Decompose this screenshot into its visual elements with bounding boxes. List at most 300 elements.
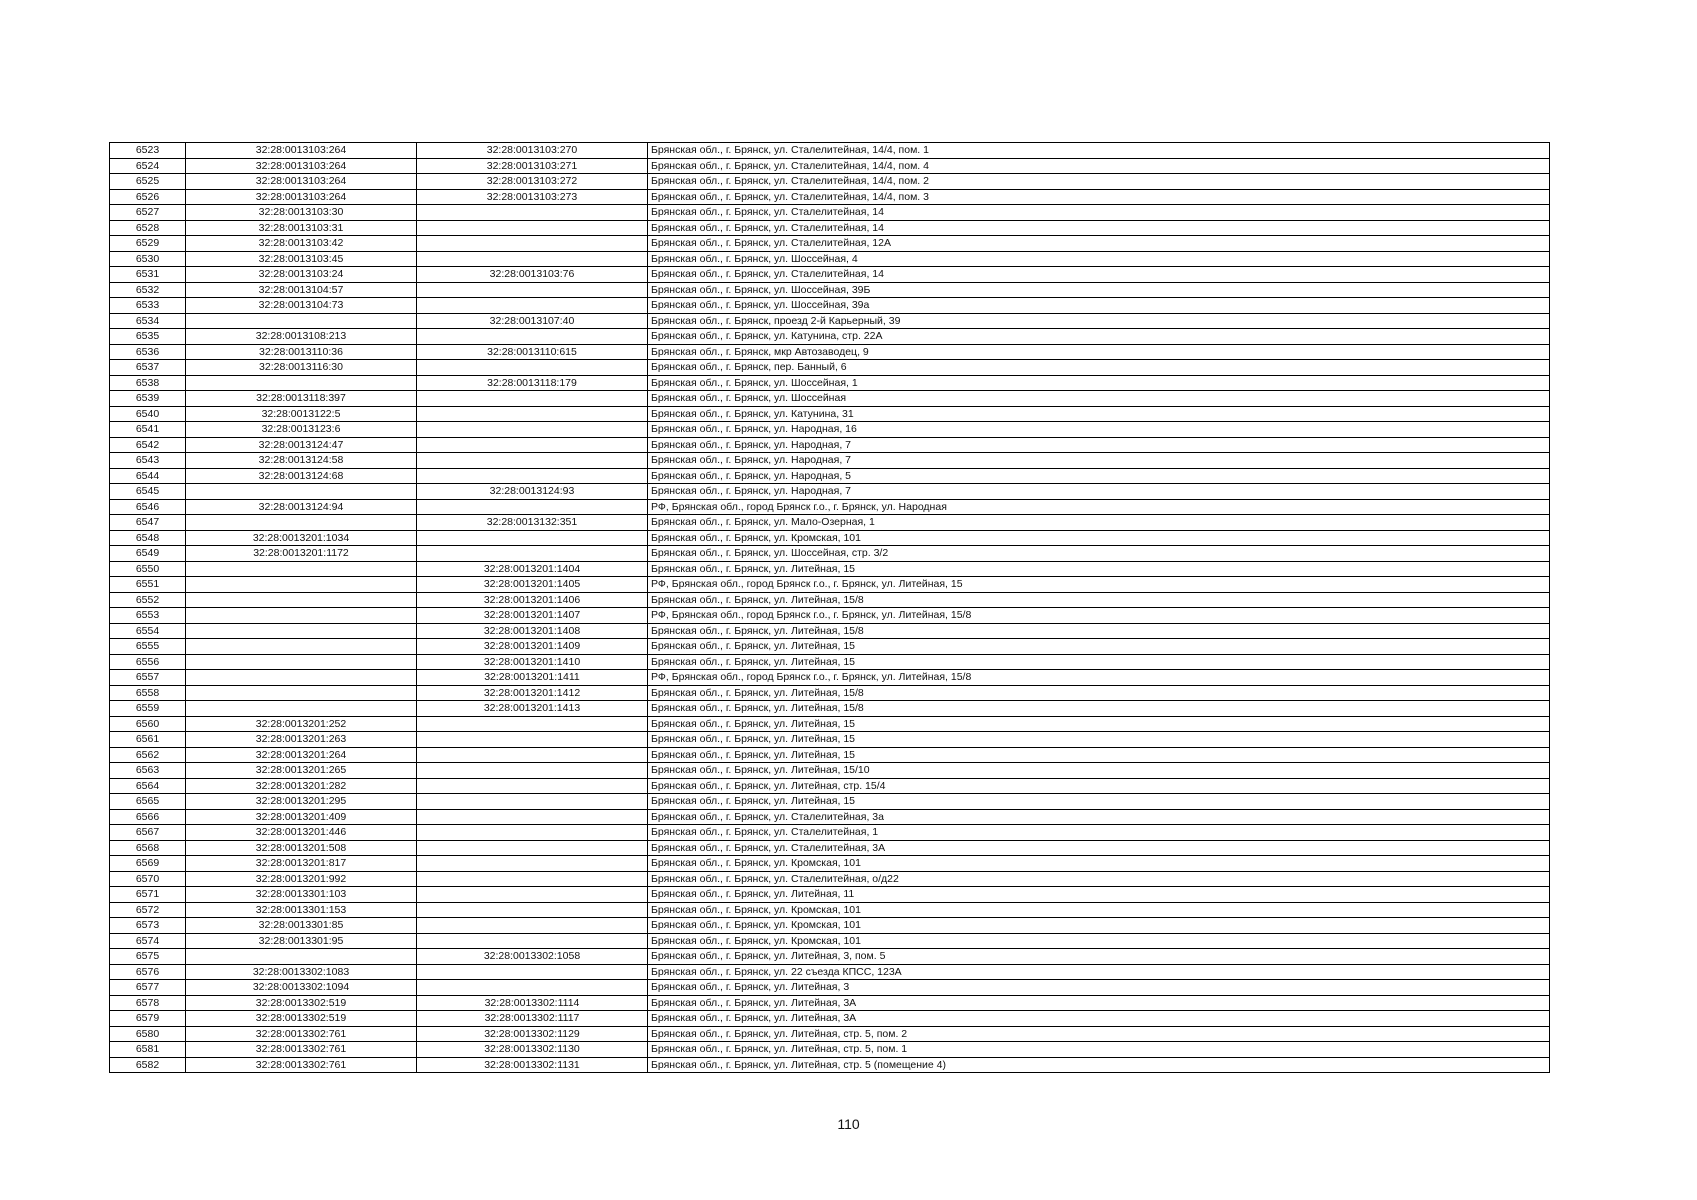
address-cell: Брянская обл., г. Брянск, ул. Кромская, 101 <box>648 530 1550 546</box>
address-cell: Брянская обл., г. Брянск, ул. Кромская, 101 <box>648 918 1550 934</box>
row-number-cell: 6548 <box>110 530 186 546</box>
object-cadastral-number-cell: 32:28:0013201:1405 <box>417 577 648 593</box>
table-row <box>110 499 1550 515</box>
address-cell: Брянская обл., г. Брянск, ул. Народная, 7 <box>648 484 1550 500</box>
cadastral-number-cell: 32:28:0013302:1083 <box>186 964 417 980</box>
row-number-cell: 6575 <box>110 949 186 965</box>
object-cadastral-number-cell <box>417 778 648 794</box>
object-cadastral-number-cell <box>417 887 648 903</box>
row-number-cell: 6538 <box>110 375 186 391</box>
address-cell: РФ, Брянская обл., город Брянск г.о., г. Брянск, ул. Литейная, 15/8 <box>648 670 1550 686</box>
cadastral-number-cell: 32:28:0013201:1034 <box>186 530 417 546</box>
table-row <box>110 794 1550 810</box>
row-number-cell: 6532 <box>110 282 186 298</box>
object-cadastral-number-cell <box>417 964 648 980</box>
address-cell: Брянская обл., г. Брянск, ул. Сталелитейная, 1 <box>648 825 1550 841</box>
cadastral-number-cell: 32:28:0013201:817 <box>186 856 417 872</box>
cadastral-number-cell: 32:28:0013301:103 <box>186 887 417 903</box>
row-number-cell: 6526 <box>110 189 186 205</box>
cadastral-number-cell <box>186 670 417 686</box>
row-number-cell: 6533 <box>110 298 186 314</box>
object-cadastral-number-cell: 32:28:0013201:1406 <box>417 592 648 608</box>
object-cadastral-number-cell <box>417 251 648 267</box>
object-cadastral-number-cell: 32:28:0013103:76 <box>417 267 648 283</box>
object-cadastral-number-cell: 32:28:0013201:1410 <box>417 654 648 670</box>
cadastral-number-cell: 32:28:0013103:31 <box>186 220 417 236</box>
cadastral-number-cell: 32:28:0013103:42 <box>186 236 417 252</box>
cadastral-number-cell <box>186 608 417 624</box>
object-cadastral-number-cell <box>417 468 648 484</box>
object-cadastral-number-cell: 32:28:0013110:615 <box>417 344 648 360</box>
table-row <box>110 298 1550 314</box>
row-number-cell: 6565 <box>110 794 186 810</box>
row-number-cell: 6542 <box>110 437 186 453</box>
address-cell: Брянская обл., г. Брянск, ул. Кромская, 101 <box>648 902 1550 918</box>
table-row <box>110 825 1550 841</box>
object-cadastral-number-cell <box>417 391 648 407</box>
address-cell: Брянская обл., г. Брянск, ул. Шоссейная, 1 <box>648 375 1550 391</box>
row-number-cell: 6551 <box>110 577 186 593</box>
address-cell: РФ, Брянская обл., город Брянск г.о., г. Брянск, ул. Литейная, 15 <box>648 577 1550 593</box>
cadastral-number-cell: 32:28:0013201:265 <box>186 763 417 779</box>
cadastral-number-cell <box>186 949 417 965</box>
row-number-cell: 6567 <box>110 825 186 841</box>
row-number-cell: 6531 <box>110 267 186 283</box>
row-number-cell: 6536 <box>110 344 186 360</box>
object-cadastral-number-cell <box>417 840 648 856</box>
table-row <box>110 267 1550 283</box>
cadastral-number-cell: 32:28:0013201:992 <box>186 871 417 887</box>
address-cell: Брянская обл., г. Брянск, ул. Литейная, стр. 15/4 <box>648 778 1550 794</box>
row-number-cell: 6537 <box>110 360 186 376</box>
table-row <box>110 732 1550 748</box>
table-row <box>110 422 1550 438</box>
address-cell: Брянская обл., г. Брянск, ул. Литейная, 15 <box>648 561 1550 577</box>
object-cadastral-number-cell <box>417 499 648 515</box>
table-row <box>110 313 1550 329</box>
row-number-cell: 6550 <box>110 561 186 577</box>
object-cadastral-number-cell: 32:28:0013302:1114 <box>417 995 648 1011</box>
table-row <box>110 995 1550 1011</box>
object-cadastral-number-cell: 32:28:0013201:1404 <box>417 561 648 577</box>
object-cadastral-number-cell: 32:28:0013124:93 <box>417 484 648 500</box>
table-row <box>110 251 1550 267</box>
address-cell: Брянская обл., г. Брянск, ул. Сталелитейная, 14 <box>648 267 1550 283</box>
address-cell: Брянская обл., г. Брянск, ул. Литейная, 15 <box>648 747 1550 763</box>
row-number-cell: 6566 <box>110 809 186 825</box>
object-cadastral-number-cell <box>417 298 648 314</box>
table-row <box>110 158 1550 174</box>
object-cadastral-number-cell <box>417 856 648 872</box>
cadastral-number-cell: 32:28:0013302:519 <box>186 1011 417 1027</box>
address-cell: Брянская обл., г. Брянск, ул. Народная, 7 <box>648 437 1550 453</box>
object-cadastral-number-cell: 32:28:0013302:1058 <box>417 949 648 965</box>
object-cadastral-number-cell <box>417 980 648 996</box>
row-number-cell: 6560 <box>110 716 186 732</box>
object-cadastral-number-cell: 32:28:0013201:1408 <box>417 623 648 639</box>
address-cell: Брянская обл., г. Брянск, пер. Банный, 6 <box>648 360 1550 376</box>
row-number-cell: 6547 <box>110 515 186 531</box>
address-cell: Брянская обл., г. Брянск, мкр Автозаводец, 9 <box>648 344 1550 360</box>
row-number-cell: 6552 <box>110 592 186 608</box>
table-row <box>110 701 1550 717</box>
table-row <box>110 143 1550 159</box>
row-number-cell: 6576 <box>110 964 186 980</box>
address-cell: Брянская обл., г. Брянск, ул. Кромская, 101 <box>648 933 1550 949</box>
row-number-cell: 6543 <box>110 453 186 469</box>
registry-table <box>109 142 1550 1073</box>
address-cell: Брянская обл., г. Брянск, ул. Кромская, 101 <box>648 856 1550 872</box>
row-number-cell: 6563 <box>110 763 186 779</box>
address-cell: Брянская обл., г. Брянск, ул. Народная, 16 <box>648 422 1550 438</box>
row-number-cell: 6544 <box>110 468 186 484</box>
cadastral-number-cell <box>186 577 417 593</box>
table-row <box>110 546 1550 562</box>
row-number-cell: 6573 <box>110 918 186 934</box>
address-cell: Брянская обл., г. Брянск, ул. Шоссейная, 39Б <box>648 282 1550 298</box>
object-cadastral-number-cell: 32:28:0013107:40 <box>417 313 648 329</box>
cadastral-number-cell <box>186 375 417 391</box>
object-cadastral-number-cell <box>417 236 648 252</box>
table-row <box>110 592 1550 608</box>
cadastral-number-cell <box>186 561 417 577</box>
table-row <box>110 918 1550 934</box>
row-number-cell: 6559 <box>110 701 186 717</box>
address-cell: Брянская обл., г. Брянск, ул. Литейная, 3А <box>648 1011 1550 1027</box>
cadastral-number-cell: 32:28:0013201:264 <box>186 747 417 763</box>
table-row <box>110 375 1550 391</box>
row-number-cell: 6571 <box>110 887 186 903</box>
cadastral-number-cell <box>186 654 417 670</box>
cadastral-number-cell: 32:28:0013103:24 <box>186 267 417 283</box>
object-cadastral-number-cell <box>417 763 648 779</box>
cadastral-number-cell: 32:28:0013103:264 <box>186 189 417 205</box>
cadastral-number-cell: 32:28:0013301:153 <box>186 902 417 918</box>
table-row <box>110 1011 1550 1027</box>
object-cadastral-number-cell: 32:28:0013132:351 <box>417 515 648 531</box>
address-cell: Брянская обл., г. Брянск, ул. Сталелитейная, 12А <box>648 236 1550 252</box>
cadastral-number-cell: 32:28:0013110:36 <box>186 344 417 360</box>
cadastral-number-cell: 32:28:0013302:761 <box>186 1042 417 1058</box>
object-cadastral-number-cell: 32:28:0013201:1412 <box>417 685 648 701</box>
table-row <box>110 747 1550 763</box>
table-row <box>110 561 1550 577</box>
table-row <box>110 933 1550 949</box>
object-cadastral-number-cell <box>417 546 648 562</box>
row-number-cell: 6556 <box>110 654 186 670</box>
address-cell: Брянская обл., г. Брянск, ул. Литейная, стр. 5 (помещение 4) <box>648 1057 1550 1073</box>
cadastral-number-cell: 32:28:0013201:282 <box>186 778 417 794</box>
row-number-cell: 6527 <box>110 205 186 221</box>
table-row <box>110 763 1550 779</box>
object-cadastral-number-cell <box>417 716 648 732</box>
object-cadastral-number-cell <box>417 747 648 763</box>
row-number-cell: 6523 <box>110 143 186 159</box>
object-cadastral-number-cell: 32:28:0013103:272 <box>417 174 648 190</box>
table-row <box>110 980 1550 996</box>
object-cadastral-number-cell <box>417 282 648 298</box>
row-number-cell: 6578 <box>110 995 186 1011</box>
table-row <box>110 174 1550 190</box>
object-cadastral-number-cell: 32:28:0013103:273 <box>417 189 648 205</box>
object-cadastral-number-cell <box>417 530 648 546</box>
table-row <box>110 189 1550 205</box>
address-cell: Брянская обл., г. Брянск, ул. Литейная, 15 <box>648 794 1550 810</box>
address-cell: Брянская обл., г. Брянск, ул. Литейная, 11 <box>648 887 1550 903</box>
address-cell: Брянская обл., г. Брянск, ул. Шоссейная <box>648 391 1550 407</box>
object-cadastral-number-cell: 32:28:0013302:1129 <box>417 1026 648 1042</box>
address-cell: Брянская обл., г. Брянск, ул. Мало-Озерная, 1 <box>648 515 1550 531</box>
object-cadastral-number-cell <box>417 933 648 949</box>
object-cadastral-number-cell: 32:28:0013201:1413 <box>417 701 648 717</box>
row-number-cell: 6582 <box>110 1057 186 1073</box>
table-row <box>110 964 1550 980</box>
address-cell: Брянская обл., г. Брянск, ул. Литейная, 15 <box>648 654 1550 670</box>
table-row <box>110 902 1550 918</box>
table-row <box>110 887 1550 903</box>
object-cadastral-number-cell <box>417 422 648 438</box>
row-number-cell: 6534 <box>110 313 186 329</box>
table-row <box>110 778 1550 794</box>
table-row <box>110 406 1550 422</box>
cadastral-number-cell: 32:28:0013201:1172 <box>186 546 417 562</box>
object-cadastral-number-cell <box>417 794 648 810</box>
address-cell: Брянская обл., г. Брянск, ул. Катунина, 31 <box>648 406 1550 422</box>
row-number-cell: 6553 <box>110 608 186 624</box>
table-row <box>110 344 1550 360</box>
address-cell: Брянская обл., г. Брянск, проезд 2-й Карьерный, 39 <box>648 313 1550 329</box>
cadastral-number-cell: 32:28:0013201:295 <box>186 794 417 810</box>
address-cell: Брянская обл., г. Брянск, ул. Народная, 7 <box>648 453 1550 469</box>
cadastral-number-cell: 32:28:0013302:519 <box>186 995 417 1011</box>
address-cell: Брянская обл., г. Брянск, ул. Сталелитейная, о/д22 <box>648 871 1550 887</box>
cadastral-number-cell: 32:28:0013301:85 <box>186 918 417 934</box>
table-row <box>110 577 1550 593</box>
address-cell: Брянская обл., г. Брянск, ул. Шоссейная, 4 <box>648 251 1550 267</box>
object-cadastral-number-cell: 32:28:0013118:179 <box>417 375 648 391</box>
row-number-cell: 6558 <box>110 685 186 701</box>
address-cell: Брянская обл., г. Брянск, ул. Литейная, стр. 5, пом. 2 <box>648 1026 1550 1042</box>
row-number-cell: 6549 <box>110 546 186 562</box>
address-cell: Брянская обл., г. Брянск, ул. Литейная, 3А <box>648 995 1550 1011</box>
cadastral-number-cell: 32:28:0013201:446 <box>186 825 417 841</box>
address-cell: Брянская обл., г. Брянск, ул. Литейная, 3, пом. 5 <box>648 949 1550 965</box>
cadastral-number-cell: 32:28:0013124:47 <box>186 437 417 453</box>
cadastral-number-cell: 32:28:0013118:397 <box>186 391 417 407</box>
cadastral-number-cell: 32:28:0013104:57 <box>186 282 417 298</box>
address-cell: Брянская обл., г. Брянск, ул. Литейная, 15/8 <box>648 592 1550 608</box>
row-number-cell: 6546 <box>110 499 186 515</box>
cadastral-number-cell: 32:28:0013201:252 <box>186 716 417 732</box>
row-number-cell: 6539 <box>110 391 186 407</box>
cadastral-number-cell: 32:28:0013103:264 <box>186 174 417 190</box>
cadastral-number-cell <box>186 639 417 655</box>
cadastral-number-cell <box>186 515 417 531</box>
table-row <box>110 437 1550 453</box>
object-cadastral-number-cell <box>417 453 648 469</box>
cadastral-number-cell <box>186 623 417 639</box>
object-cadastral-number-cell <box>417 329 648 345</box>
cadastral-number-cell: 32:28:0013103:264 <box>186 158 417 174</box>
cadastral-number-cell <box>186 685 417 701</box>
table-row <box>110 236 1550 252</box>
table-row <box>110 716 1550 732</box>
address-cell: Брянская обл., г. Брянск, ул. Литейная, 15 <box>648 639 1550 655</box>
row-number-cell: 6568 <box>110 840 186 856</box>
address-cell: Брянская обл., г. Брянск, ул. Катунина, стр. 22А <box>648 329 1550 345</box>
row-number-cell: 6579 <box>110 1011 186 1027</box>
address-cell: Брянская обл., г. Брянск, ул. Литейная, 15/10 <box>648 763 1550 779</box>
cadastral-number-cell: 32:28:0013122:5 <box>186 406 417 422</box>
row-number-cell: 6525 <box>110 174 186 190</box>
row-number-cell: 6557 <box>110 670 186 686</box>
table-row <box>110 840 1550 856</box>
table-row <box>110 282 1550 298</box>
address-cell: Брянская обл., г. Брянск, ул. Народная, 5 <box>648 468 1550 484</box>
row-number-cell: 6569 <box>110 856 186 872</box>
cadastral-number-cell: 32:28:0013103:264 <box>186 143 417 159</box>
address-cell: Брянская обл., г. Брянск, ул. Литейная, 15/8 <box>648 623 1550 639</box>
object-cadastral-number-cell <box>417 918 648 934</box>
row-number-cell: 6564 <box>110 778 186 794</box>
address-cell: Брянская обл., г. Брянск, ул. Литейная, 3 <box>648 980 1550 996</box>
table-row <box>110 391 1550 407</box>
row-number-cell: 6541 <box>110 422 186 438</box>
object-cadastral-number-cell <box>417 406 648 422</box>
cadastral-number-cell: 32:28:0013302:761 <box>186 1057 417 1073</box>
table-row <box>110 654 1550 670</box>
row-number-cell: 6570 <box>110 871 186 887</box>
table-row <box>110 639 1550 655</box>
cadastral-number-cell <box>186 592 417 608</box>
cadastral-number-cell: 32:28:0013103:30 <box>186 205 417 221</box>
address-cell: Брянская обл., г. Брянск, ул. Сталелитейная, 14/4, пом. 2 <box>648 174 1550 190</box>
cadastral-number-cell <box>186 313 417 329</box>
object-cadastral-number-cell <box>417 360 648 376</box>
table-row <box>110 1042 1550 1058</box>
cadastral-number-cell: 32:28:0013302:761 <box>186 1026 417 1042</box>
object-cadastral-number-cell <box>417 825 648 841</box>
address-cell: РФ, Брянская обл., город Брянск г.о., г. Брянск, ул. Народная <box>648 499 1550 515</box>
row-number-cell: 6528 <box>110 220 186 236</box>
cadastral-number-cell: 32:28:0013201:508 <box>186 840 417 856</box>
address-cell: Брянская обл., г. Брянск, ул. Шоссейная, стр. 3/2 <box>648 546 1550 562</box>
cadastral-number-cell: 32:28:0013108:213 <box>186 329 417 345</box>
row-number-cell: 6530 <box>110 251 186 267</box>
registry-table-body <box>110 143 1550 1073</box>
object-cadastral-number-cell <box>417 871 648 887</box>
cadastral-number-cell: 32:28:0013201:409 <box>186 809 417 825</box>
table-row <box>110 329 1550 345</box>
row-number-cell: 6535 <box>110 329 186 345</box>
row-number-cell: 6529 <box>110 236 186 252</box>
address-cell: РФ, Брянская обл., город Брянск г.о., г. Брянск, ул. Литейная, 15/8 <box>648 608 1550 624</box>
object-cadastral-number-cell: 32:28:0013302:1117 <box>417 1011 648 1027</box>
table-row <box>110 623 1550 639</box>
object-cadastral-number-cell: 32:28:0013302:1130 <box>417 1042 648 1058</box>
row-number-cell: 6545 <box>110 484 186 500</box>
table-row <box>110 484 1550 500</box>
address-cell: Брянская обл., г. Брянск, ул. Сталелитейная, 14 <box>648 220 1550 236</box>
object-cadastral-number-cell <box>417 902 648 918</box>
object-cadastral-number-cell: 32:28:0013103:271 <box>417 158 648 174</box>
object-cadastral-number-cell <box>417 809 648 825</box>
object-cadastral-number-cell <box>417 437 648 453</box>
address-cell: Брянская обл., г. Брянск, ул. Литейная, 15/8 <box>648 685 1550 701</box>
table-row <box>110 670 1550 686</box>
row-number-cell: 6577 <box>110 980 186 996</box>
table-row <box>110 360 1550 376</box>
table-row <box>110 453 1550 469</box>
page-number: 110 <box>837 1116 860 1132</box>
row-number-cell: 6562 <box>110 747 186 763</box>
table-row <box>110 949 1550 965</box>
table-row <box>110 809 1550 825</box>
address-cell: Брянская обл., г. Брянск, ул. Сталелитейная, 3а <box>648 809 1550 825</box>
address-cell: Брянская обл., г. Брянск, ул. Сталелитейная, 14/4, пом. 3 <box>648 189 1550 205</box>
table-row <box>110 1057 1550 1073</box>
address-cell: Брянская обл., г. Брянск, ул. Литейная, 15 <box>648 716 1550 732</box>
cadastral-number-cell: 32:28:0013124:68 <box>186 468 417 484</box>
object-cadastral-number-cell <box>417 220 648 236</box>
row-number-cell: 6555 <box>110 639 186 655</box>
cadastral-number-cell: 32:28:0013302:1094 <box>186 980 417 996</box>
cadastral-number-cell: 32:28:0013103:45 <box>186 251 417 267</box>
object-cadastral-number-cell <box>417 205 648 221</box>
object-cadastral-number-cell: 32:28:0013201:1409 <box>417 639 648 655</box>
row-number-cell: 6572 <box>110 902 186 918</box>
object-cadastral-number-cell <box>417 732 648 748</box>
address-cell: Брянская обл., г. Брянск, ул. Литейная, стр. 5, пом. 1 <box>648 1042 1550 1058</box>
table-row <box>110 856 1550 872</box>
address-cell: Брянская обл., г. Брянск, ул. Сталелитейная, 3А <box>648 840 1550 856</box>
row-number-cell: 6581 <box>110 1042 186 1058</box>
table-row <box>110 871 1550 887</box>
row-number-cell: 6524 <box>110 158 186 174</box>
table-row <box>110 685 1550 701</box>
address-cell: Брянская обл., г. Брянск, ул. Сталелитейная, 14/4, пом. 4 <box>648 158 1550 174</box>
address-cell: Брянская обл., г. Брянск, ул. Шоссейная, 39а <box>648 298 1550 314</box>
cadastral-number-cell: 32:28:0013201:263 <box>186 732 417 748</box>
table-row <box>110 608 1550 624</box>
cadastral-number-cell: 32:28:0013123:6 <box>186 422 417 438</box>
table-row <box>110 530 1550 546</box>
table-row <box>110 468 1550 484</box>
address-cell: Брянская обл., г. Брянск, ул. Сталелитейная, 14/4, пом. 1 <box>648 143 1550 159</box>
object-cadastral-number-cell: 32:28:0013201:1407 <box>417 608 648 624</box>
object-cadastral-number-cell: 32:28:0013302:1131 <box>417 1057 648 1073</box>
table-row <box>110 1026 1550 1042</box>
address-cell: Брянская обл., г. Брянск, ул. 22 съезда КПСС, 123А <box>648 964 1550 980</box>
cadastral-number-cell: 32:28:0013124:94 <box>186 499 417 515</box>
cadastral-number-cell <box>186 701 417 717</box>
cadastral-number-cell: 32:28:0013104:73 <box>186 298 417 314</box>
address-cell: Брянская обл., г. Брянск, ул. Литейная, 15 <box>648 732 1550 748</box>
address-cell: Брянская обл., г. Брянск, ул. Литейная, 15/8 <box>648 701 1550 717</box>
cadastral-number-cell: 32:28:0013124:58 <box>186 453 417 469</box>
table-row <box>110 205 1550 221</box>
object-cadastral-number-cell: 32:28:0013201:1411 <box>417 670 648 686</box>
row-number-cell: 6561 <box>110 732 186 748</box>
row-number-cell: 6574 <box>110 933 186 949</box>
table-row <box>110 515 1550 531</box>
cadastral-number-cell: 32:28:0013116:30 <box>186 360 417 376</box>
row-number-cell: 6580 <box>110 1026 186 1042</box>
object-cadastral-number-cell: 32:28:0013103:270 <box>417 143 648 159</box>
address-cell: Брянская обл., г. Брянск, ул. Сталелитейная, 14 <box>648 205 1550 221</box>
cadastral-number-cell: 32:28:0013301:95 <box>186 933 417 949</box>
table-row <box>110 220 1550 236</box>
